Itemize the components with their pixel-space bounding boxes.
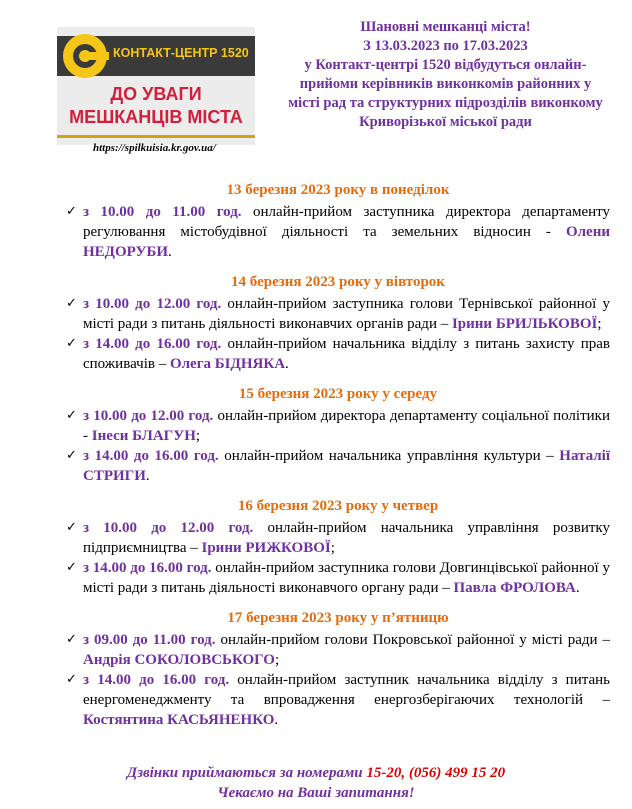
schedule-item bbox=[66, 518, 610, 558]
greeting: Шановні мешканці міста! bbox=[360, 19, 531, 35]
schedule-item bbox=[66, 446, 610, 486]
item-description: онлайн-прийом заступника голови Тернівської районної у місті ради з питань діяльності виконавчих органів ради – bbox=[83, 296, 610, 332]
checkmark-icon: ✓ bbox=[66, 520, 77, 535]
checkmark-icon: ✓ bbox=[66, 408, 77, 423]
item-end-punctuation: . bbox=[145, 468, 150, 484]
calls-line bbox=[20, 763, 612, 783]
item-end-punctuation: . bbox=[285, 356, 289, 372]
phone-numbers: 15-20, (056) 499 15 20 bbox=[366, 765, 506, 781]
checkmark-icon: ✓ bbox=[66, 336, 77, 351]
time-slot: з 14.00 до 16.00 год. bbox=[83, 560, 212, 576]
official-name: Олени НЕДОРУБИ bbox=[83, 224, 610, 260]
day-block bbox=[66, 384, 610, 486]
logo-divider bbox=[57, 135, 255, 138]
contact-center-c-icon bbox=[63, 34, 107, 78]
schedule-item bbox=[66, 630, 610, 670]
official-name: Інеси БЛАГУН bbox=[91, 428, 196, 444]
day-heading: 13 березня 2023 року в понеділок bbox=[226, 182, 450, 198]
day-heading: 16 березня 2023 року у четвер bbox=[237, 498, 439, 514]
schedule bbox=[66, 180, 610, 740]
time-slot: з 10.00 до 12.00 год. bbox=[83, 520, 254, 536]
item-description: онлайн-прийом заступника голови Довгинцівської районної у місті ради з питань діяльності виконавчого органу ради – bbox=[83, 560, 610, 596]
day-block bbox=[66, 272, 610, 374]
time-slot: з 09.00 до 11.00 год. bbox=[83, 632, 216, 648]
checkmark-icon: ✓ bbox=[66, 296, 77, 311]
item-description: онлайн-прийом заступник начальника відділу з питань енергоменеджменту та впровадження енергозберігаючих технологій – bbox=[83, 672, 611, 708]
logo-line-2: МЕШКАНЦІВ МІСТА bbox=[69, 107, 243, 127]
time-slot: з 10.00 до 12.00 год. bbox=[83, 296, 222, 312]
day-heading: 17 березня 2023 року у п’ятницю bbox=[227, 610, 449, 626]
date-range: З 13.03.2023 по 17.03.2023 bbox=[363, 38, 528, 54]
official-name: Ірини РИЖКОВОЇ bbox=[201, 540, 331, 556]
day-block bbox=[66, 608, 610, 730]
official-name: Ірини БРИЛЬКОВОЇ bbox=[451, 316, 598, 332]
item-description: онлайн-прийом начальника управління культури – bbox=[218, 448, 560, 464]
checkmark-icon: ✓ bbox=[66, 672, 77, 687]
schedule-item bbox=[66, 670, 610, 730]
checkmark-icon: ✓ bbox=[66, 448, 77, 463]
schedule-item bbox=[66, 294, 610, 334]
official-name: Олега БІДНЯКА bbox=[169, 356, 286, 372]
official-name: Павла ФРОЛОВА bbox=[453, 580, 576, 596]
schedule-item bbox=[66, 202, 610, 262]
time-slot: з 14.00 до 16.00 год. bbox=[83, 448, 219, 464]
official-name: Костянтина КАСЬЯНЕНКО bbox=[83, 712, 275, 728]
item-description: онлайн-прийом начальника управління розвитку підприємництва – bbox=[83, 520, 610, 556]
item-end-punctuation: ; bbox=[274, 652, 280, 668]
time-slot: з 14.00 до 16.00 год. bbox=[83, 336, 222, 352]
day-heading: 14 березня 2023 року у вівторок bbox=[231, 274, 445, 290]
item-end-punctuation: . bbox=[274, 712, 279, 728]
footer bbox=[20, 763, 612, 803]
day-block bbox=[66, 496, 610, 598]
time-slot: з 10.00 до 11.00 год. bbox=[83, 204, 242, 220]
announcement-header bbox=[283, 18, 608, 132]
logo-url[interactable]: https://spilkuisia.kr.gov.ua/ bbox=[93, 142, 216, 154]
official-name: Андрія СОКОЛОВСЬКОГО bbox=[83, 652, 275, 668]
item-end-punctuation: . bbox=[168, 244, 172, 260]
day-heading: 15 березня 2023 року у середу bbox=[238, 386, 438, 402]
item-end-punctuation: ; bbox=[195, 428, 201, 444]
day-block bbox=[66, 180, 610, 262]
schedule-item bbox=[66, 406, 610, 446]
logo-title: КОНТАКТ-ЦЕНТР 1520 bbox=[113, 46, 249, 60]
checkmark-icon: ✓ bbox=[66, 560, 77, 575]
official-name: Наталії СТРИГИ bbox=[83, 448, 610, 484]
item-description: онлайн-прийом директора департаменту соціальної політики - bbox=[83, 408, 610, 444]
item-end-punctuation: ; bbox=[597, 316, 602, 332]
item-description: онлайн-прийом голови Покровської районної у місті ради – bbox=[215, 632, 610, 648]
schedule-item bbox=[66, 334, 610, 374]
item-end-punctuation: . bbox=[575, 580, 580, 596]
logo-line-1: ДО УВАГИ bbox=[110, 84, 202, 104]
closing-line: Чекаємо на Ваші запитання! bbox=[217, 785, 415, 801]
schedule-item bbox=[66, 558, 610, 598]
time-slot: з 10.00 до 12.00 год. bbox=[83, 408, 214, 424]
checkmark-icon: ✓ bbox=[66, 204, 77, 219]
item-description: онлайн-прийом заступника директора департаменту регулювання містобудівної діяльності та земельних відносин - bbox=[83, 204, 610, 240]
item-end-punctuation: ; bbox=[330, 540, 335, 556]
time-slot: з 14.00 до 16.00 год. bbox=[83, 672, 230, 688]
calls-text: Дзвінки приймаються за номерами bbox=[126, 765, 367, 781]
announcement-body: у Контакт-центрі 1520 відбудуться онлайн-прийоми керівників виконкомів районних у місті рад та структурних підрозділів виконкому Криворізької міської ради bbox=[288, 57, 603, 130]
checkmark-icon: ✓ bbox=[66, 632, 77, 647]
contact-center-logo bbox=[57, 22, 255, 157]
item-description: онлайн-прийом начальника відділу з питань захисту прав споживачів – bbox=[83, 336, 610, 372]
